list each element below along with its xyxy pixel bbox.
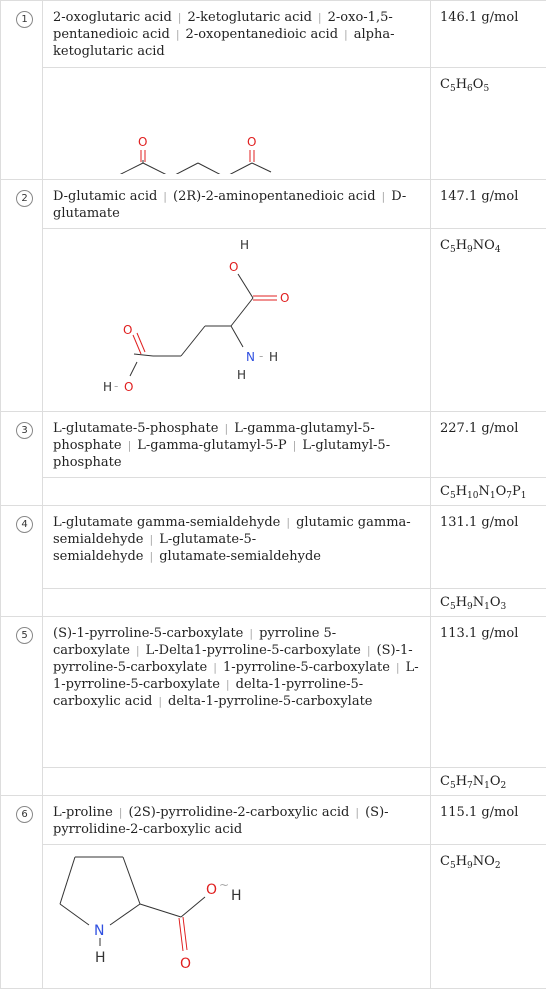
formula-element: O <box>490 774 501 789</box>
formula-count: 1 <box>521 491 527 501</box>
structure-2-oxoglutaric-acid <box>43 68 429 174</box>
compound-name: 2-oxoglutaric acid <box>53 10 172 25</box>
svg-text:N: N <box>246 350 255 364</box>
formula-element: C <box>440 774 450 789</box>
compound-name: 1-pyrroline-5-carboxylate <box>223 660 390 675</box>
formula-element: P <box>512 484 521 499</box>
formula-element: H <box>456 77 467 92</box>
compound-5-mass: 113.1 g/mol <box>431 617 546 768</box>
formula-count: 5 <box>483 84 489 94</box>
name-separator: | <box>163 190 167 203</box>
compound-2-names <box>43 180 431 229</box>
compound-4-formula-cell <box>431 589 546 617</box>
svg-text:-: - <box>259 349 263 363</box>
compound-2-index-cell <box>1 180 43 412</box>
formula-element: C <box>440 595 450 610</box>
formula-count: 2 <box>495 861 501 871</box>
name-separator: | <box>150 533 154 546</box>
atom-o: O <box>138 135 147 149</box>
compound-2-formula-cell <box>431 229 546 412</box>
compound-name: L-1-pyrroline-5-carboxylate <box>53 660 419 692</box>
svg-text:H: H <box>231 888 242 904</box>
formula-count: 6 <box>467 84 473 94</box>
compound-name: 2-oxo-1,5-pentanedioic acid <box>53 10 393 42</box>
formula-count: 5 <box>450 245 456 255</box>
compound-name: delta-1-pyrroline-5-carboxylate <box>168 694 372 709</box>
compound-name: D-glutamate <box>53 189 406 221</box>
svg-text:O: O <box>280 291 289 305</box>
compound-name: glutamic gamma-semialdehyde <box>53 515 411 547</box>
name-separator: | <box>213 661 217 674</box>
compound-3-index-cell <box>1 412 43 506</box>
compound-3-names <box>43 412 431 478</box>
compound-6-formula-cell <box>431 845 546 989</box>
svg-text:~: ~ <box>219 878 229 892</box>
formula-count: 1 <box>484 602 490 612</box>
formula-count: 7 <box>467 781 473 791</box>
compound-2-mass: 147.1 g/mol <box>431 180 546 229</box>
formula-element: C <box>440 77 450 92</box>
formula-element: H <box>456 774 467 789</box>
compound-3-structure <box>43 478 431 506</box>
formula-element: O <box>496 484 507 499</box>
name-separator: | <box>136 644 140 657</box>
formula-count: 1 <box>484 781 490 791</box>
formula-count: 3 <box>501 602 507 612</box>
name-separator: | <box>382 190 386 203</box>
compound-name: (S)-1-pyrroline-5-carboxylate <box>53 626 243 641</box>
compound-name: pyrroline 5-carboxylate <box>53 626 336 658</box>
formula-count: 9 <box>467 861 473 871</box>
name-separator: | <box>178 11 182 24</box>
name-separator: | <box>249 627 253 640</box>
svg-text:O: O <box>124 380 133 394</box>
formula-element: C <box>440 238 450 253</box>
svg-text:H: H <box>95 950 106 966</box>
compound-name: delta-1-pyrroline-5-carboxylic acid <box>53 677 363 709</box>
compound-name: L-glutamate-5-phosphate <box>53 421 218 436</box>
formula-count: 5 <box>450 84 456 94</box>
name-separator: | <box>344 28 348 41</box>
compound-name: L-glutamate gamma-semialdehyde <box>53 515 280 530</box>
formula-element: NO <box>473 854 495 869</box>
name-separator: | <box>150 550 154 563</box>
structure-l-proline <box>43 845 429 983</box>
compound-6-index-cell <box>1 796 43 989</box>
name-separator: | <box>293 439 297 452</box>
svg-text:H: H <box>269 350 278 364</box>
name-separator: | <box>119 806 123 819</box>
formula-element: H <box>456 238 467 253</box>
name-separator: | <box>355 806 359 819</box>
compound-1-mass: 146.1 g/mol <box>431 1 546 68</box>
compound-name: (2R)-2-aminopentanedioic acid <box>173 189 376 204</box>
index-badge: 2 <box>16 190 33 207</box>
compound-6-mass: 115.1 g/mol <box>431 796 546 845</box>
compound-1-names <box>43 1 431 68</box>
formula-element: N <box>473 595 484 610</box>
svg-text:O: O <box>247 135 256 149</box>
compound-6-names <box>43 796 431 845</box>
compound-name: D-glutamic acid <box>53 189 157 204</box>
name-separator: | <box>224 422 228 435</box>
formula-element: NO <box>473 238 495 253</box>
formula-element: O <box>490 595 501 610</box>
name-separator: | <box>286 516 290 529</box>
index-badge: 5 <box>16 627 33 644</box>
compound-name: L-gamma-glutamyl-5-phosphate <box>53 421 375 453</box>
compound-5-formula <box>440 774 506 789</box>
structure-d-glutamic-acid <box>43 229 429 406</box>
compound-3-mass: 227.1 g/mol <box>431 412 546 478</box>
index-badge: 3 <box>16 422 33 439</box>
formula-count: 2 <box>501 781 507 791</box>
compound-name: 2-ketoglutaric acid <box>188 10 312 25</box>
formula-element: H <box>456 854 467 869</box>
compound-4-index-cell <box>1 506 43 617</box>
compound-1-formula-cell <box>431 68 546 180</box>
index-badge: 6 <box>16 806 33 823</box>
compound-name: glutamate-semialdehyde <box>159 549 321 564</box>
formula-element: N <box>473 774 484 789</box>
compound-5-index-cell <box>1 617 43 796</box>
compound-4-structure <box>43 589 431 617</box>
compound-3-formula <box>440 484 526 499</box>
index-badge: 1 <box>16 11 33 28</box>
svg-text:O: O <box>206 882 217 898</box>
name-separator: | <box>367 644 371 657</box>
compound-name: alpha-ketoglutaric acid <box>53 27 394 59</box>
formula-count: 1 <box>490 491 496 501</box>
svg-text:H: H <box>237 368 246 382</box>
name-separator: | <box>318 11 322 24</box>
formula-count: 5 <box>450 861 456 871</box>
compound-name: L-proline <box>53 805 113 820</box>
compound-name: L-glutamyl-5-phosphate <box>53 438 390 470</box>
name-separator: | <box>128 439 132 452</box>
compound-6-formula <box>440 853 501 870</box>
compound-3-formula-cell <box>431 478 546 506</box>
svg-text:O: O <box>180 956 191 972</box>
name-separator: | <box>396 661 400 674</box>
compound-5-formula-cell <box>431 768 546 796</box>
svg-text:H: H <box>240 238 249 252</box>
compound-name: 2-oxopentanedioic acid <box>186 27 338 42</box>
compound-4-mass: 131.1 g/mol <box>431 506 546 589</box>
formula-count: 4 <box>495 245 501 255</box>
formula-element: H <box>456 595 467 610</box>
compound-5-names <box>43 617 431 768</box>
compound-name: (2S)-pyrrolidine-2-carboxylic acid <box>129 805 350 820</box>
formula-element: O <box>473 77 484 92</box>
compound-6-structure <box>43 845 431 989</box>
formula-element: H <box>456 484 467 499</box>
compound-name: (S)-pyrrolidine-2-carboxylic acid <box>53 805 389 837</box>
formula-count: 9 <box>467 245 473 255</box>
compound-2-structure <box>43 229 431 412</box>
formula-element: C <box>440 854 450 869</box>
formula-count: 9 <box>467 602 473 612</box>
svg-text:O: O <box>123 323 132 337</box>
name-separator: | <box>226 678 230 691</box>
compound-name: L-gamma-glutamyl-5-P <box>137 438 286 453</box>
formula-count: 5 <box>450 491 456 501</box>
formula-count: 5 <box>450 781 456 791</box>
name-separator: | <box>158 695 162 708</box>
compound-1-formula <box>440 76 489 93</box>
compound-1-structure <box>43 68 431 180</box>
svg-text:N: N <box>94 923 104 939</box>
compound-2-formula <box>440 237 501 254</box>
compound-5-structure <box>43 768 431 796</box>
compound-name: L-glutamate-5-semialdehyde <box>53 532 256 564</box>
compound-name: (S)-1-pyrroline-5-carboxylate <box>53 643 413 675</box>
formula-element: C <box>440 484 450 499</box>
compound-4-names <box>43 506 431 589</box>
compound-1-index-cell <box>1 1 43 180</box>
svg-text:-: - <box>114 379 118 393</box>
svg-text:O: O <box>229 260 238 274</box>
formula-element: N <box>478 484 489 499</box>
compound-4-formula <box>440 595 506 610</box>
name-separator: | <box>176 28 180 41</box>
index-badge: 4 <box>16 516 33 533</box>
svg-text:H: H <box>103 380 112 394</box>
formula-count: 5 <box>450 602 456 612</box>
formula-count: 10 <box>467 491 478 501</box>
compound-name: L-Delta1-pyrroline-5-carboxylate <box>146 643 361 658</box>
formula-count: 7 <box>506 491 512 501</box>
